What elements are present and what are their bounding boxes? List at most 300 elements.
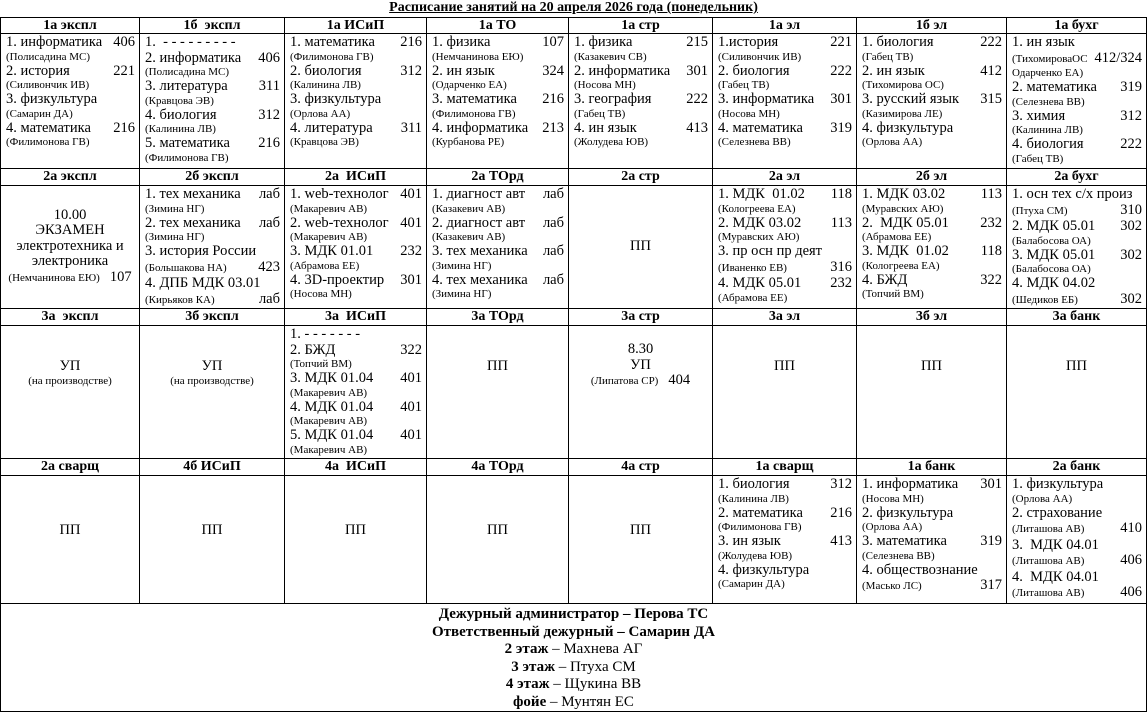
room-number: 413 (686, 120, 708, 136)
lesson-text: 3. математика (862, 534, 947, 549)
lesson-line (430, 359, 565, 375)
lesson-line (718, 187, 852, 203)
lesson-text: 1.история (718, 35, 779, 50)
duty-post: фойе (513, 693, 547, 710)
teacher-line (290, 51, 422, 64)
lesson-text: 1. математика (290, 35, 375, 50)
lesson-line (143, 359, 281, 375)
teacher-line (290, 444, 422, 457)
room-number: 319 (830, 120, 852, 136)
lesson-line (4, 208, 136, 224)
duty-post: 3 этаж (511, 658, 555, 675)
lesson-text: 1. осн тех с/х произ (1012, 187, 1133, 202)
lesson-line (718, 244, 852, 260)
duty-person: – Птуха СМ (554, 658, 636, 675)
teacher-line (290, 387, 422, 400)
teacher-line (718, 292, 852, 305)
group-schedule-cell (1007, 326, 1147, 459)
lesson-line (572, 342, 709, 358)
lesson-line (574, 92, 708, 108)
teacher-name: Одарченко ЕА) (1012, 67, 1084, 79)
teacher-line (1012, 124, 1142, 137)
room-number: 302 (1120, 247, 1142, 263)
room-number: 118 (830, 187, 852, 202)
group-schedule-cell (140, 34, 285, 169)
teacher-line (574, 136, 708, 149)
lesson-line (862, 121, 1002, 137)
lesson-line (290, 343, 422, 359)
teacher-line (1012, 521, 1142, 538)
teacher-line (862, 203, 1002, 216)
lesson-text: 1. биология (718, 477, 790, 492)
group-schedule-cell (140, 476, 285, 604)
lesson-text: 3. физкультура (290, 92, 382, 107)
lesson-line (145, 187, 280, 203)
group-header: 2а банк (1007, 459, 1147, 476)
room-number: 232 (400, 244, 422, 259)
teacher-name: (Носова МН) (862, 492, 924, 505)
lesson-text: 4. ин язык (574, 120, 637, 136)
lesson-text: ПП (59, 523, 81, 538)
lesson-text: 3. МДК 01.02 (862, 244, 949, 259)
lesson-line (145, 35, 280, 51)
lesson-text: 4. МДК 01.04 (290, 399, 374, 415)
lesson-line (145, 136, 280, 152)
lesson-line (145, 51, 280, 67)
teacher-line (432, 288, 564, 301)
group-header: 1а ИСиП (285, 17, 427, 34)
lesson-line (1012, 219, 1142, 235)
teacher-line (290, 231, 422, 244)
room-number: 312 (830, 477, 852, 492)
duty-person: – Перова ТС (619, 606, 709, 622)
teacher-line (6, 108, 135, 121)
group-header: 3а банк (1007, 309, 1147, 326)
teacher-name: (Балабосова ОА) (1012, 234, 1091, 247)
teacher-name: (Масько ЛС) (862, 580, 922, 592)
teacher-line (145, 95, 280, 108)
teacher-name: (Филимонова ГВ) (432, 107, 516, 120)
lesson-line (1012, 80, 1142, 96)
lesson-line (290, 121, 422, 137)
teacher-name: (Макаревич АВ) (290, 231, 368, 243)
lesson-text: 1. ин язык (1012, 35, 1075, 50)
teacher-line (432, 79, 564, 92)
duty-post: 2 этаж (504, 641, 549, 657)
group-schedule-cell (857, 326, 1007, 459)
lesson-text: 1. биология (862, 35, 934, 50)
lesson-line (1012, 187, 1142, 203)
room-number: 118 (980, 244, 1002, 259)
lesson-text: 3. информатика (718, 92, 815, 107)
teacher-name: (Филимонова ГВ) (145, 151, 229, 164)
lesson-line (718, 276, 852, 292)
lesson-line (432, 121, 564, 137)
lesson-line (6, 64, 135, 80)
teacher-line (6, 51, 135, 64)
room-number: 232 (830, 276, 852, 291)
room-number: 310 (1120, 202, 1142, 218)
lesson-text: 2. ин язык (862, 63, 925, 79)
lesson-text: 2. диагност авт (432, 215, 526, 231)
lesson-line (574, 35, 708, 51)
group-header: 1а банк (857, 459, 1007, 476)
lesson-line (143, 523, 281, 539)
teacher-line (718, 203, 852, 216)
teacher-line (718, 108, 852, 121)
group-header: 3а стр (569, 309, 713, 326)
lesson-text: 2. биология (718, 63, 790, 79)
lesson-line (432, 92, 564, 108)
teacher-line (432, 108, 564, 121)
lesson-line (1012, 506, 1142, 522)
teacher-name: (Казакевич СВ) (574, 50, 647, 63)
lesson-text: 4. математика (718, 120, 803, 136)
lesson-text: 2. информатика (145, 50, 242, 66)
group-schedule-cell (427, 34, 569, 169)
lesson-line (862, 273, 1002, 289)
teacher-name: (Зимина НГ) (145, 231, 205, 243)
teacher-line (574, 108, 708, 121)
teacher-line (718, 493, 852, 506)
lesson-text: 3. история России (145, 244, 257, 259)
room-number: 302 (1120, 291, 1142, 307)
room-number: 423 (258, 259, 280, 275)
room-number: 232 (980, 215, 1002, 231)
teacher-name: (Зимина НГ) (432, 259, 492, 272)
lesson-line (6, 92, 135, 108)
lesson-text: 4. биология (1012, 137, 1084, 152)
lesson-text: 1. диагност авт (432, 187, 526, 202)
group-schedule-cell (140, 186, 285, 309)
room-number: 221 (113, 63, 135, 79)
teacher-line (862, 260, 1002, 273)
teacher-name: (Полисадина МС) (145, 66, 230, 78)
group-header: 3а экспл (0, 309, 140, 326)
teacher-line (1012, 203, 1142, 220)
room-number: 222 (830, 63, 852, 79)
group-schedule-cell (713, 34, 857, 169)
room-number: 301 (686, 63, 708, 79)
teacher-line (1012, 585, 1142, 602)
teacher-name: (Иваненко ЕВ) (718, 261, 787, 274)
lesson-text: 3. МДК 04.01 (1012, 537, 1099, 553)
lesson-line (432, 35, 564, 51)
lesson-line (432, 64, 564, 80)
lesson-text: ПП (345, 523, 366, 538)
room-number: лаб (542, 215, 564, 231)
teacher-name: (Орлова АА) (862, 521, 923, 533)
lesson-line (1012, 137, 1142, 153)
lesson-text: 3. физкультура (6, 92, 98, 107)
room-number: 222 (686, 92, 708, 107)
group-schedule-cell (285, 34, 427, 169)
teacher-name: (Балабосова ОА) (1012, 263, 1091, 275)
lesson-line (1012, 477, 1142, 493)
teacher-line (432, 51, 564, 64)
lesson-text: 2. МДК 05.01 (862, 215, 949, 231)
teacher-name: (Габец ТВ) (862, 50, 914, 63)
teacher-name: (Топчий ВМ) (862, 288, 924, 300)
lesson-line (432, 244, 564, 260)
room-number: 312 (1120, 108, 1142, 124)
teacher-line (718, 136, 852, 149)
lesson-text: 3. пр осн пр деят (718, 244, 823, 259)
room-number: 324 (542, 63, 564, 79)
lesson-line (432, 273, 564, 289)
teacher-name: (Селезнева ВВ) (1012, 95, 1085, 108)
group-schedule-cell (857, 476, 1007, 604)
lesson-line (290, 273, 422, 289)
duty-post: Ответственный дежурный (432, 623, 614, 640)
lesson-text: 8.30 (627, 342, 654, 357)
teacher-name: (Макаревич АВ) (290, 386, 368, 399)
duty-line (1, 676, 1146, 694)
lesson-line (718, 563, 852, 579)
lesson-line (145, 216, 280, 232)
lesson-text: 2. ин язык (432, 63, 495, 79)
teacher-name: (Кравцова ЭВ) (290, 136, 359, 148)
group-header: 3а эл (713, 309, 857, 326)
room-number: 406 (1120, 553, 1142, 568)
lesson-line (574, 121, 708, 137)
teacher-name: (Кравцова ЭВ) (145, 94, 214, 107)
teacher-name: (Габец ТВ) (718, 79, 770, 91)
lesson-line (4, 359, 136, 375)
group-header: 1а эл (713, 17, 857, 34)
teacher-name: (Немчанинова ЕЮ) (432, 50, 524, 63)
group-header: 4а ИСиП (285, 459, 427, 476)
teacher-name: (Липатова СР) (590, 375, 659, 387)
lesson-text: 1. - - - - - - - (290, 327, 361, 342)
teacher-name: (Муравских АЮ) (862, 202, 944, 215)
lesson-line (718, 121, 852, 137)
teacher-line (4, 375, 136, 388)
group-header: 2а бухг (1007, 169, 1147, 186)
teacher-name: (Абрамова ЕЕ) (718, 291, 788, 304)
lesson-line (290, 216, 422, 232)
room-number: 410 (1120, 521, 1142, 536)
lesson-line (4, 239, 136, 255)
lesson-text: 4. биология (145, 107, 217, 123)
group-header: 1а ТО (427, 17, 569, 34)
lesson-text: электроника (31, 254, 109, 270)
teacher-name: (Курбанова РЕ) (432, 136, 505, 148)
teacher-line (862, 493, 1002, 506)
teacher-name: (Габец ТВ) (1012, 152, 1064, 165)
teacher-name: (ТихомироваОС (1012, 52, 1088, 65)
teacher-name: (Калинина ЛВ) (145, 123, 216, 135)
room-number: 302 (1120, 219, 1142, 234)
teacher-name: (Орлова АА) (290, 107, 351, 120)
teacher-name: (Филимонова ГВ) (290, 50, 374, 63)
teacher-line (290, 136, 422, 149)
room-number: 319 (980, 534, 1002, 549)
lesson-text: 4. 3D-проектир (290, 272, 385, 288)
lesson-line (862, 216, 1002, 232)
room-number: 315 (980, 92, 1002, 107)
lesson-line (290, 244, 422, 260)
teacher-line (143, 375, 281, 388)
room-number: 412/324 (1094, 50, 1142, 66)
lesson-line (862, 244, 1002, 260)
lesson-text: ПП (201, 523, 223, 538)
teacher-name: (Филимонова ГВ) (6, 136, 90, 148)
teacher-line (862, 288, 1002, 301)
teacher-line (1012, 493, 1142, 506)
lesson-text: 4. ДПБ МДК 03.01 (145, 276, 261, 291)
room-number: 322 (400, 342, 422, 358)
group-header: 4б ИСиП (140, 459, 285, 476)
room-number: 404 (668, 373, 691, 388)
room-number: 312 (400, 63, 422, 79)
teacher-name: (Зимина НГ) (145, 202, 205, 215)
group-schedule-cell (285, 186, 427, 309)
lesson-text: 4. математика (6, 120, 91, 136)
lesson-text: 3. МДК 01.04 (290, 371, 374, 386)
teacher-line (145, 203, 280, 216)
teacher-line (862, 108, 1002, 121)
teacher-name: (Силивончик ИВ) (718, 50, 802, 63)
room-number: 311 (400, 120, 422, 136)
room-number: 322 (980, 272, 1002, 288)
lesson-text: ПП (487, 359, 508, 374)
teacher-name: (Полисадина МС) (6, 50, 91, 63)
lesson-line (1012, 248, 1142, 264)
room-number: 413 (830, 534, 852, 549)
lesson-text: 3. математика (432, 92, 517, 107)
teacher-name: (Кирьяков КА) (145, 293, 215, 306)
teacher-name: (Калинина ЛВ) (1012, 124, 1083, 136)
lesson-line (432, 216, 564, 232)
lesson-text: 1. - - - - - - - - - (145, 35, 236, 50)
teacher-line (1012, 292, 1142, 309)
lesson-line (290, 92, 422, 108)
teacher-name: (Самарин ДА) (6, 107, 73, 120)
lesson-text: 3. химия (1012, 108, 1066, 124)
lesson-text: 2. МДК 03.02 (718, 215, 802, 231)
teacher-line (290, 358, 422, 371)
duty-person: – Щукина ВВ (549, 676, 642, 692)
lesson-text: ПП (774, 359, 795, 374)
group-schedule-cell (713, 326, 857, 459)
lesson-line (574, 64, 708, 80)
room-number: 311 (258, 79, 280, 94)
room-number: 216 (542, 92, 564, 107)
group-schedule-cell (140, 326, 285, 459)
teacher-line (862, 578, 1002, 595)
lesson-line (432, 187, 564, 203)
group-schedule-cell (569, 326, 713, 459)
teacher-line (4, 270, 136, 287)
teacher-line (1012, 96, 1142, 109)
teacher-name: (Макаревич АВ) (290, 202, 368, 215)
teacher-line (572, 373, 709, 390)
teacher-name: (Калинина ЛВ) (290, 79, 361, 91)
group-header: 4а ТОрд (427, 459, 569, 476)
lesson-line (862, 534, 1002, 550)
group-schedule-cell (285, 476, 427, 604)
duty-person: – Махнева АГ (548, 641, 643, 657)
teacher-line (862, 79, 1002, 92)
lesson-text: 2. физкультура (862, 505, 954, 521)
lesson-line (572, 239, 709, 255)
teacher-line (1012, 153, 1142, 166)
teacher-name: (Габец ТВ) (574, 107, 626, 120)
lesson-text: 2. МДК 05.01 (1012, 219, 1096, 234)
group-schedule-cell (569, 34, 713, 169)
lesson-line (1012, 538, 1142, 554)
teacher-name: (Самарин ДА) (718, 578, 785, 590)
duty-line (1, 641, 1146, 659)
lesson-text: ПП (630, 523, 651, 538)
teacher-name: (Немчанинова ЕЮ) (8, 271, 100, 284)
teacher-name: (Птуха СМ) (1012, 204, 1068, 217)
lesson-text: 2. математика (718, 505, 803, 521)
schedule-row-block (0, 309, 1147, 459)
lesson-text: 4. МДК 04.01 (1012, 569, 1099, 585)
teacher-line (290, 79, 422, 92)
teacher-line (862, 136, 1002, 149)
group-header: 3а ТОрд (427, 309, 569, 326)
group-header: 2а эл (713, 169, 857, 186)
group-schedule-cell (427, 326, 569, 459)
duty-line (1, 659, 1146, 677)
duty-roster (0, 604, 1147, 712)
teacher-name: (Филимонова ГВ) (718, 521, 802, 533)
lesson-text: УП (630, 357, 651, 373)
room-number: лаб (542, 272, 564, 288)
lesson-text: 4. информатика (432, 120, 529, 136)
lesson-line (718, 477, 852, 493)
teacher-name: (Топчий ВМ) (290, 358, 352, 370)
lesson-line (290, 64, 422, 80)
group-schedule-cell (427, 186, 569, 309)
room-number: 301 (980, 477, 1002, 492)
teacher-name: (на производстве) (28, 374, 112, 387)
group-header: 2а сварщ (0, 459, 140, 476)
teacher-line (718, 521, 852, 534)
group-header: 2а экспл (0, 169, 140, 186)
teacher-line (432, 260, 564, 273)
group-schedule-cell (1007, 34, 1147, 169)
lesson-text: 3. тех механика (432, 244, 528, 259)
room-number: 316 (830, 259, 852, 275)
group-schedule-cell (857, 186, 1007, 309)
duty-line (1, 624, 1146, 642)
teacher-name: (Муравских АЮ) (718, 231, 800, 243)
lesson-text: 1. информатика (6, 35, 103, 50)
lesson-text: 2. история (6, 63, 70, 79)
teacher-line (432, 203, 564, 216)
group-schedule-cell (713, 186, 857, 309)
lesson-text: 1. физкультура (1012, 477, 1104, 492)
teacher-name: (Литашова АВ) (1012, 555, 1085, 567)
room-number: 216 (400, 35, 422, 50)
duty-post: 4 этаж (505, 676, 550, 692)
teacher-name: (Носова МН) (290, 288, 352, 300)
teacher-line (1012, 263, 1142, 276)
teacher-line (145, 152, 280, 165)
lesson-line (290, 327, 422, 343)
room-number: 406 (258, 50, 280, 66)
lesson-text: 3. география (574, 92, 652, 107)
room-number: 107 (109, 269, 132, 285)
teacher-name: (Одарченко ЕА) (432, 79, 507, 91)
room-number: 319 (1120, 80, 1142, 95)
duty-line (1, 606, 1146, 624)
room-number: лаб (542, 244, 564, 259)
